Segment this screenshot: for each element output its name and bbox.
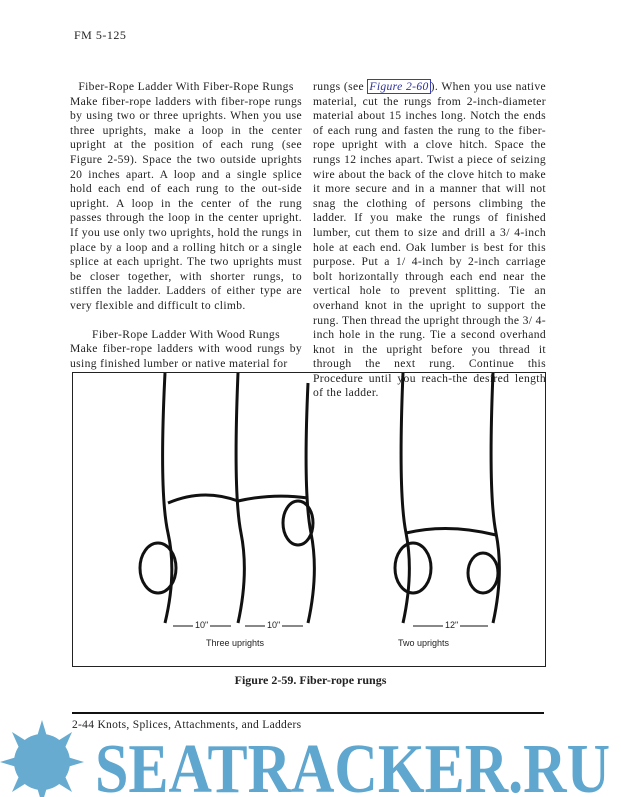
paragraph: Make fiber-rope ladders with wood rungs by using finished lumber or native material for: [70, 342, 302, 370]
rope-loop: [395, 543, 431, 593]
section-heading: Fiber-Rope Ladder With Fiber-Rope Rungs: [78, 80, 294, 93]
rope-rung: [406, 528, 496, 535]
figure-link[interactable]: Figure 2-60: [369, 80, 429, 93]
figure-box: [72, 372, 546, 667]
text: ). When you use native material, cut the rungs from 2-inch-diameter material about 15 inches long. Notch the ends of each rung and fasten the rung to the fiber-rope upright with a clove hitch. Space the rungs 12 inches apart. Twist a piece of seizing wire about the back of the clove hitch to make it more secure and in a manner that will not snag the clothing of persons climbing the ladder. If you make the rungs of finished lumber, cut them to size and drill a 3/ 4-inch hole at each end. Oak lumber is best for this purpose. Put a 1/ 4-inch by 2-inch carriage bolt horizontally through each end near the vertical hole to prevent splitting. Tie an overhand knot in the upright to support the rung. Then thread the upright through the 3/ 4-inch hole in the rung. Tie a second overhand knot in the upright before you thread it through the next rung. Continue this Procedure until you reach-the desired length of the ladder.: [313, 80, 546, 400]
dimension-label: 10": [267, 620, 281, 630]
footer-text: 2-44 Knots, Splices, Attachments, and Ladders: [72, 719, 302, 731]
rope-upright: [236, 373, 244, 623]
text: rungs (see: [313, 80, 368, 93]
figure-label: Three uprights: [206, 638, 265, 648]
right-column: [313, 80, 546, 401]
paragraph: Make fiber-rope ladders with fiber-rope rungs by using two or three uprights. When you use three uprights, make a loop in the center upright at the position of each rung (see Figure 2-59). Space the two outside uprights 20 inches apart. A loop and a single splice hold each end of each rung to the out-side upright. A loop in the center of the rung passes through the loop in the center upright. If you use only two uprights, hold the rungs in place by a loop and a rolling hitch or a single splice at each upright. The two uprights must be closer together, with shorter rungs, to stiffen the ladder. Ladders of either type are very flexible and difficult to climb.: [70, 94, 302, 312]
footer-rule: [72, 712, 544, 714]
dimension-label: 10": [195, 620, 209, 630]
rope-upright: [401, 373, 409, 623]
figure-label: Two uprights: [398, 638, 450, 648]
section-heading: Fiber-Rope Ladder With Wood Rungs: [92, 327, 280, 341]
watermark-logo: [0, 720, 621, 797]
doc-id-header: FM 5-125: [74, 28, 127, 42]
dimension-label: 12": [445, 620, 459, 630]
figure-caption: Figure 2-59. Fiber-rope rungs: [234, 673, 387, 687]
sun-icon: [0, 720, 84, 797]
rope-ladder-illustration: [73, 373, 545, 666]
paragraph: [313, 80, 546, 401]
left-column: [70, 80, 302, 371]
svg-text:SEATRACKER.RU: SEATRACKER.RU: [95, 731, 610, 797]
rope-upright: [306, 383, 314, 623]
rope-loop: [468, 553, 498, 593]
